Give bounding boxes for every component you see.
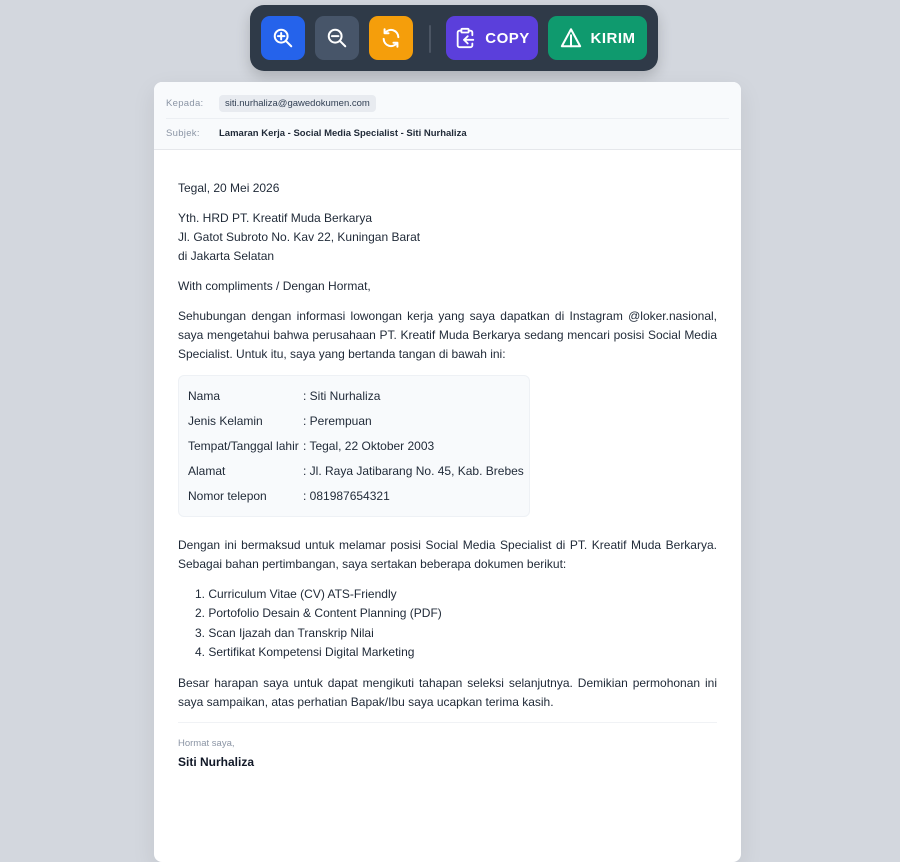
applicant-info-box bbox=[178, 375, 530, 517]
recipient-line: di Jakarta Selatan bbox=[178, 249, 275, 263]
attachment-list bbox=[195, 585, 442, 663]
subject-row bbox=[166, 124, 729, 142]
info-row bbox=[188, 437, 434, 456]
info-value: : Siti Nurhaliza bbox=[303, 389, 381, 403]
info-key: Nama bbox=[188, 389, 221, 403]
info-key: Alamat bbox=[188, 464, 226, 478]
reset-button[interactable] bbox=[369, 16, 413, 60]
greeting: With compliments / Dengan Hormat, bbox=[178, 279, 371, 293]
letter-preview bbox=[154, 82, 741, 862]
info-row bbox=[188, 387, 380, 406]
zoom-out-icon bbox=[326, 27, 348, 49]
signature-label: Hormat saya, bbox=[178, 738, 235, 749]
info-key: Nomor telepon bbox=[188, 489, 267, 503]
zoom-in-icon bbox=[272, 27, 294, 49]
action-toolbar bbox=[250, 5, 658, 71]
info-key: Tempat/Tanggal lahir bbox=[188, 439, 299, 453]
recipient-line: Jl. Gatot Subroto No. Kav 22, Kuningan Barat bbox=[178, 230, 421, 244]
info-value: : Tegal, 22 Oktober 2003 bbox=[303, 439, 435, 453]
email-header bbox=[154, 82, 741, 150]
refresh-icon bbox=[380, 27, 402, 49]
signature-divider bbox=[178, 722, 717, 723]
copy-button[interactable] bbox=[446, 16, 538, 60]
toolbar-divider bbox=[429, 25, 431, 53]
info-row bbox=[188, 412, 372, 431]
list-item: 4. Sertifikat Kompetensi Digital Marketing bbox=[195, 645, 415, 660]
subject-value[interactable]: Lamaran Kerja - Social Media Specialist - Siti Nurhaliza bbox=[219, 127, 467, 139]
subject-label: Subjek: bbox=[166, 127, 200, 139]
purpose-paragraph: Dengan ini bermaksud untuk melamar posisi Social Media Specialist di PT. Kreatif Muda Berkarya. Sebagai bahan pertimbangan, saya sertakan beberapa dokumen berikut: bbox=[178, 538, 717, 571]
info-value: : Perempuan bbox=[303, 414, 372, 428]
send-button[interactable] bbox=[548, 16, 647, 60]
recipient-line: Yth. HRD PT. Kreatif Muda Berkarya bbox=[178, 211, 373, 225]
send-icon bbox=[560, 27, 582, 49]
to-label: Kepada: bbox=[166, 97, 204, 109]
recipient-address bbox=[178, 209, 420, 266]
info-value: : 081987654321 bbox=[303, 489, 390, 503]
copy-label: COPY bbox=[485, 29, 530, 47]
signature-name: Siti Nurhaliza bbox=[178, 755, 255, 769]
recipient-row bbox=[166, 94, 729, 112]
info-value: : Jl. Raya Jatibarang No. 45, Kab. Brebes bbox=[303, 464, 524, 478]
list-item: 2. Portofolio Desain & Content Planning (PDF) bbox=[195, 606, 442, 621]
info-row bbox=[188, 487, 390, 506]
intro-paragraph: Sehubungan dengan informasi lowongan kerja yang saya dapatkan di Instagram @loker.nasional, saya mengetahui bahwa perusahaan PT. Kreatif Muda Berkarya sedang mencari posisi Social Media Specialist. Untuk itu, saya yang bertanda tangan di bawah ini: bbox=[178, 309, 717, 361]
closing-paragraph: Besar harapan saya untuk dapat mengikuti tahapan seleksi selanjutnya. Demikian permohonan ini saya sampaikan, atas perhatian Bapak/Ibu saya ucapkan terima kasih. bbox=[178, 676, 717, 709]
clipboard-icon bbox=[454, 27, 476, 49]
info-key: Jenis Kelamin bbox=[188, 414, 263, 428]
send-label: KIRIM bbox=[590, 29, 636, 47]
letter-date: Tegal, 20 Mei 2026 bbox=[178, 181, 280, 195]
list-item: 1. Curriculum Vitae (CV) ATS-Friendly bbox=[195, 587, 397, 601]
info-row bbox=[188, 462, 524, 481]
recipient-email[interactable]: siti.nurhaliza@gawedokumen.com bbox=[219, 95, 376, 112]
zoom-out-button[interactable] bbox=[315, 16, 359, 60]
header-divider bbox=[166, 118, 729, 119]
list-item: 3. Scan Ijazah dan Transkrip Nilai bbox=[195, 625, 374, 640]
zoom-in-button[interactable] bbox=[261, 16, 305, 60]
